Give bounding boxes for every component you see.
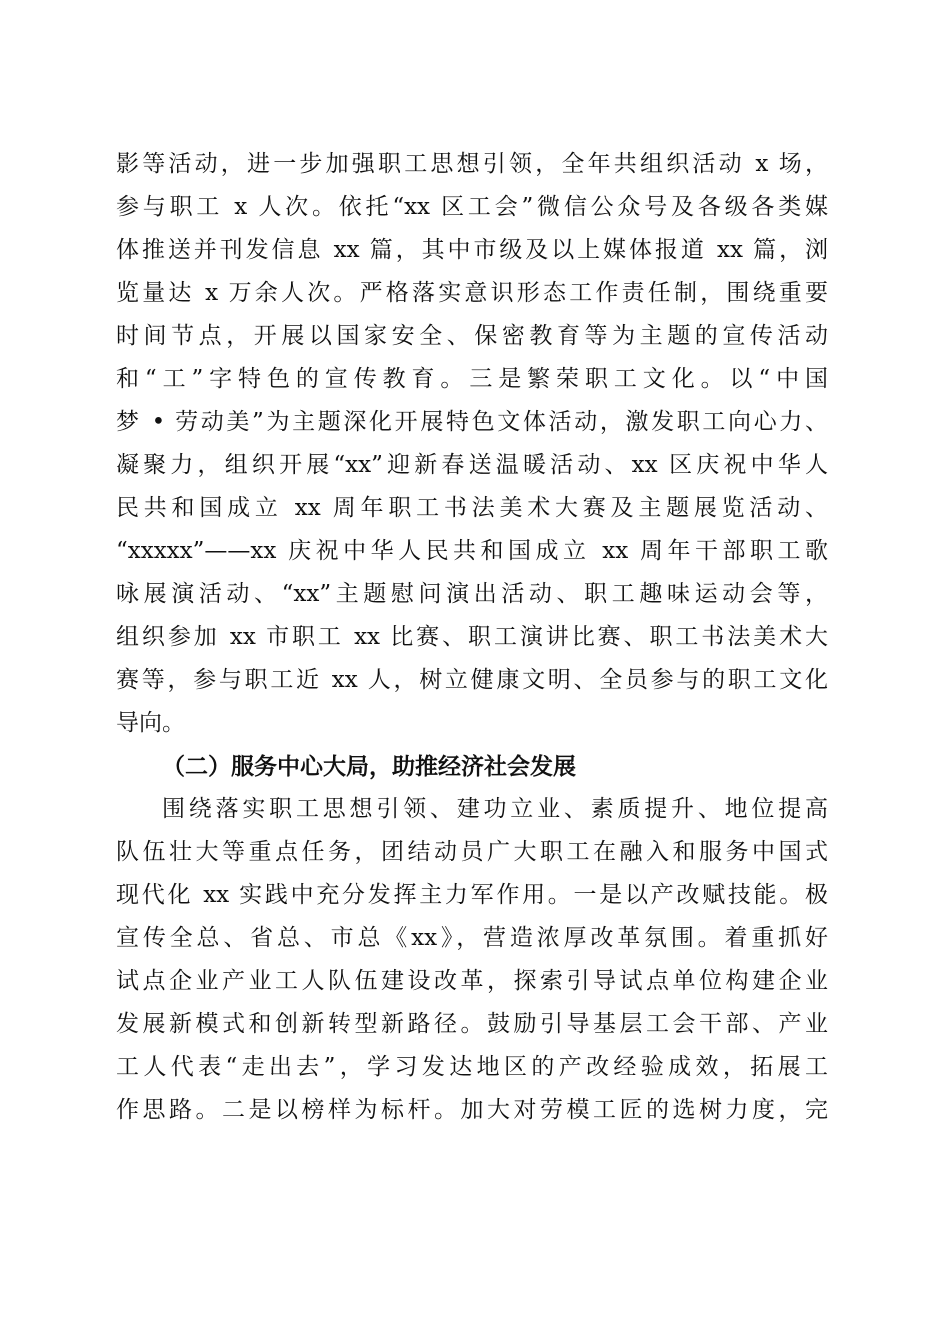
text-line: 工人代表“走出去”，学习发达地区的产改经验成效，拓展工: [116, 1054, 828, 1080]
text-line: “xxxxx”——xx 庆祝中华人民共和国成立 xx 周年干部职工歌: [116, 538, 828, 564]
text-line: 凝聚力，组织开展“xx”迎新春送温暖活动、xx 区庆祝中华人: [116, 452, 828, 478]
paragraph-1: [116, 143, 828, 745]
text-line: 民共和国成立 xx 周年职工书法美术大赛及主题展览活动、: [116, 495, 828, 521]
text-line: 宣传全总、省总、市总《xx》，营造浓厚改革氛围。着重抓好: [116, 925, 828, 951]
section-heading: （二）服务中心大局，助推经济社会发展: [162, 753, 576, 780]
text-line: 梦 • 劳动美”为主题深化开展特色文体活动，激发职工向心力、: [116, 409, 828, 435]
text-line: 和“工”字特色的宣传教育。三是繁荣职工文化。以“中国: [116, 366, 828, 392]
text-line: 作思路。二是以榜样为标杆。加大对劳模工匠的选树力度，完: [116, 1097, 828, 1123]
text-line: 影等活动，进一步加强职工思想引领，全年共组织活动 x 场，: [116, 151, 828, 177]
text-line: 现代化 xx 实践中充分发挥主力军作用。一是以产改赋技能。极: [116, 882, 828, 908]
text-line: 队伍壮大等重点任务，团结动员广大职工在融入和服务中国式: [116, 839, 828, 865]
text-line: 览量达 x 万余人次。严格落实意识形态工作责任制，围绕重要: [116, 280, 828, 306]
text-line: 发展新模式和创新转型新路径。鼓励引导基层工会干部、产业: [116, 1011, 828, 1037]
text-line: 参与职工 x 人次。依托“xx 区工会”微信公众号及各级各类媒: [116, 194, 828, 220]
text-line: 赛等，参与职工近 xx 人，树立健康文明、全员参与的职工文化: [116, 667, 828, 693]
document-body: [116, 143, 828, 1132]
text-line: 围绕落实职工思想引领、建功立业、素质提升、地位提高: [162, 796, 828, 822]
text-line: 组织参加 xx 市职工 xx 比赛、职工演讲比赛、职工书法美术大: [116, 624, 828, 650]
paragraph-2: [116, 788, 828, 1132]
text-line: 试点企业产业工人队伍建设改革，探索引导试点单位构建企业: [116, 968, 828, 994]
text-line: 咏展演活动、“xx”主题慰问演出活动、职工趣味运动会等，: [116, 581, 828, 607]
text-line: 体推送并刊发信息 xx 篇，其中市级及以上媒体报道 xx 篇，浏: [116, 237, 828, 263]
text-line: 导向。: [116, 710, 185, 736]
text-line: 时间节点，开展以国家安全、保密教育等为主题的宣传活动: [116, 323, 828, 349]
